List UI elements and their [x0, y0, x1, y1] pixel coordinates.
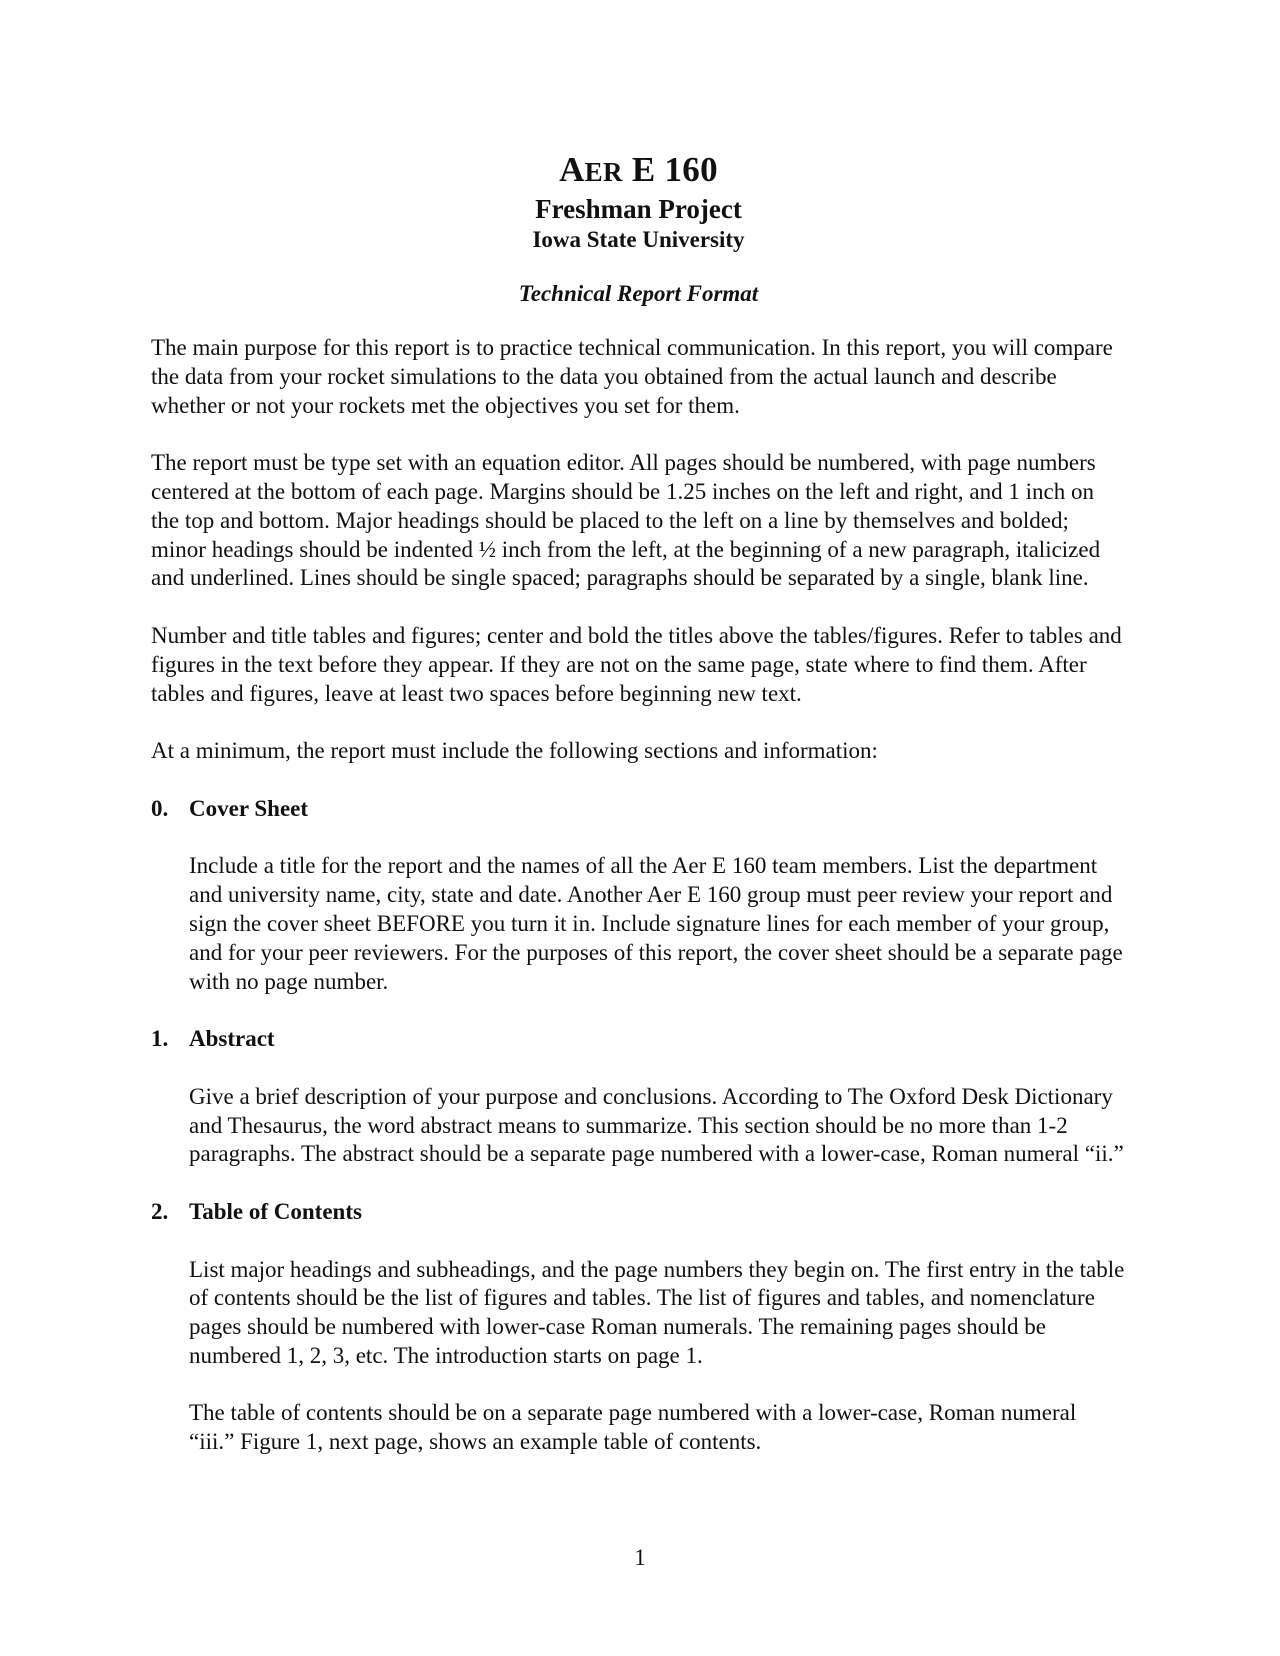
section-abstract — [151, 1025, 1126, 1169]
university-name: Iowa State University — [532, 227, 745, 252]
section-paragraph: Include a title for the report and the names of all the Aer E 160 team members. List the department and university name, city, state and date. Another Aer E 160 group must peer review your report and sign the cover sheet BEFORE you turn it in. Include signature lines for each member of your group, and for your peer reviewers. For the purposes of this report, the cover sheet should be a separate page with no page number. — [189, 853, 1123, 994]
section-number: 1. — [151, 1026, 169, 1052]
section-paragraph: Give a brief description of your purpose and conclusions. According to The Oxford Desk Dictionary and Thesaurus, the word abstract means to summarize. This section should be no more than 1-2 paragraphs. The abstract should be a separate page numbered with a lower-case, Roman numeral “ii.” — [189, 1083, 1124, 1167]
course-prefix-large: A — [559, 150, 585, 189]
section-body — [151, 1256, 1126, 1458]
document-type-heading: Technical Report Format — [518, 281, 759, 306]
course-title — [151, 150, 1126, 192]
document-page — [151, 150, 1126, 1486]
section-body — [151, 1083, 1126, 1169]
section-heading — [151, 795, 1126, 824]
section-title: Table of Contents — [189, 1198, 362, 1224]
section-number: 0. — [151, 795, 169, 821]
section-body — [151, 852, 1126, 996]
section-paragraph: List major headings and subheadings, and the page numbers they begin on. The first entry in the table of contents should be the list of figures and tables. The list of figures and tables, and nomenclature pages should be numbered with lower-case Roman numerals. The remaining pages should be numbered 1, 2, 3, etc. The introduction starts on page 1. — [189, 1256, 1125, 1368]
section-heading — [151, 1198, 1126, 1227]
section-title: Abstract — [189, 1026, 275, 1052]
project-subtitle: Freshman Project — [535, 194, 742, 224]
intro-paragraph-3: Number and title tables and figures; center and bold the titles above the tables/figures. Refer to tables and figures in the text before they appear. If they are not on the same page, state where to find them. After tables and figures, leave at least two spaces before beginning new text. — [151, 622, 1122, 706]
section-cover-sheet — [151, 795, 1126, 997]
course-number: E 160 — [622, 150, 718, 189]
section-table-of-contents — [151, 1198, 1126, 1457]
section-paragraph: The table of contents should be on a separate page numbered with a lower-case, Roman numeral “iii.” Figure 1, next page, shows an example table of contents. — [189, 1400, 1077, 1455]
intro-paragraph-4: At a minimum, the report must include the following sections and information: — [151, 738, 878, 764]
section-title: Cover Sheet — [189, 795, 309, 821]
intro-paragraph-1: The main purpose for this report is to practice technical communication. In this report, you will compare the data from your rocket simulations to the data you obtained from the actual launch and describe whether or not your rockets met the objectives you set for them. — [151, 335, 1113, 418]
course-prefix-small: ER — [584, 157, 623, 187]
page-number: 1 — [634, 1545, 646, 1570]
section-heading — [151, 1025, 1126, 1054]
title-block — [151, 150, 1126, 254]
intro-paragraph-2: The report must be type set with an equation editor. All pages should be numbered, with page numbers centered at the bottom of each page. Margins should be 1.25 inches on the left and right, and 1 inch on the top and bottom. Major headings should be placed to the left on a line by themselves and bolded; minor headings should be indented ½ inch from the left, at the beginning of a new paragraph, italicized and underlined. Lines should be single spaced; paragraphs should be separated by a single, blank line. — [151, 450, 1101, 591]
section-number: 2. — [151, 1198, 169, 1224]
